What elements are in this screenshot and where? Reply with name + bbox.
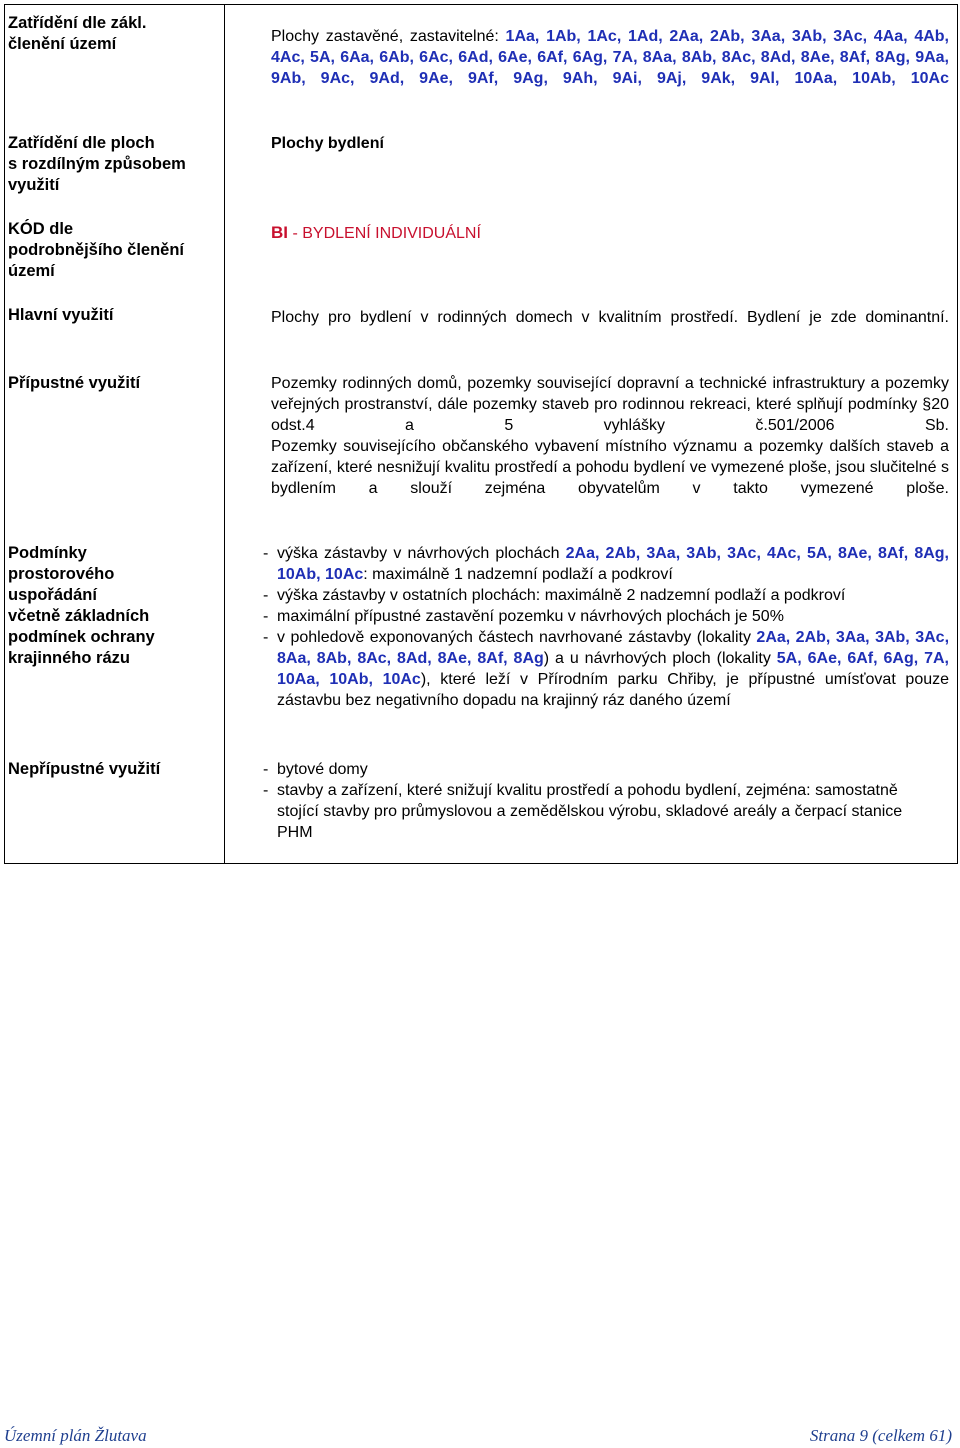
list-item: - v pohledově exponovaných částech navrhované zástavby (lokality 2Aa, 2Ab, 3Aa, 3Ab, 3Ac, 8Aa, 8Ab, 8Ac, 8Ad, 8Ae, 8Af, 8Ag) a u návrhových ploch (lokality 5A, 6Ae, 6Af, 6Ag, 7A, 10Aa, 10Ab, 10Ac), které leží v Přírodním parku Chřiby, je přípustné umísťovat pouze zástavbu bez negativního dopadu na krajinný ráz daného území [263,627,949,711]
footer-page-number: Strana 9 (celkem 61) [809,1426,952,1445]
pripustne-vyuziti-text [271,373,949,520]
plochy-zastavene [271,26,949,110]
label-hlavni-vyuziti: Hlavní využití [8,306,114,324]
label-nepripustne-vyuziti: Nepřípustné využití [8,760,161,778]
lokality-codes: 2Aa, 2Ab, 3Aa, 3Ab, 3Ac, 8Aa, 8Ab, 8Ac, 8Ad, 8Ae, 8Af, 8Ag [277,629,950,667]
label-zatrideni-ploch: Zatřídění dle ploch s rozdílným způsobem využití [8,134,186,194]
hlavni-vyuziti-text: Plochy pro bydlení v rodinných domech v kvalitním prostředí. Bydlení je zde dominantní. [271,309,949,326]
list-item: - výška zástavby v ostatních plochách: maximálně 2 nadzemní podlaží a podkroví [263,585,949,606]
list-item: - maximální přípustné zastavění pozemku v návrhových plochách je 50% [263,606,949,627]
lokality-codes: 5A, 6Ae, 6Af, 6Ag, 7A, 10Aa, 10Ab, 10Ac [277,650,949,688]
lokality-codes: 2Aa, 2Ab, 3Aa, 3Ab, 3Ac, 4Ac, 5A, 8Ae, 8Af, 8Ag, 10Ab, 10Ac [277,545,949,583]
footer-document-title: Územní plán Žlutava [4,1426,147,1445]
list-item: - stavby a zařízení, které snižují kvalitu prostředí a pohodu bydlení, zejména: samostatně stojící stavby pro průmyslovou a zemědělskou výrobu, skladové areály a čerpací stanice PHM [263,780,923,843]
pripustne-paragraph: Pozemky souvisejícího občanského vybavení místního významu a pozemky dalších staveb a zařízení, které nesnižují kvalitu prostředí a pohodu bydlení ve vymezené ploše, jsou slučitelné s bydlením a slouží zejména obyvatelům v takto vymezené ploše. [271,438,949,497]
list-item: - výška zástavby v návrhových plochách 2Aa, 2Ab, 3Aa, 3Ab, 3Ac, 4Ac, 5A, 8Ae, 8Af, 8Ag, 10Ab, 10Ac: maximálně 1 nadzemní podlaží a podkroví [263,543,949,585]
plochy-bydleni-heading: Plochy bydlení [271,135,384,152]
label-pripustne-vyuziti: Přípustné využití [8,374,141,392]
kod-value [271,222,949,244]
label-kod: KÓD dle podrobnějšího členění území [8,220,185,280]
label-podminky: Podmínky prostorového uspořádání včetně základních podmínek ochrany krajinného rázu [8,544,155,667]
column-divider [224,5,225,863]
kod-separator: - [288,225,303,242]
plochy-zastavene-prefix: Plochy zastavěné, zastavitelné: [271,28,506,45]
list-item: - bytové domy [263,759,923,780]
bi-code: BI [271,223,288,242]
kod-name: BYDLENÍ INDIVIDUÁLNÍ [302,225,481,242]
nepripustne-list [263,759,923,843]
podminky-list [263,543,949,711]
label-zatrideni-zakl: Zatřídění dle zákl. členění území [8,14,147,53]
plochy-zastavene-codes: 1Aa, 1Ab, 1Ac, 1Ad, 2Aa, 2Ab, 3Aa, 3Ab, 3Ac, 4Aa, 4Ab, 4Ac, 5A, 6Aa, 6Ab, 6Ac, 6Ad, 6Ae, 6Af, 6Ag, 7A, 8Aa, 8Ab, 8Ac, 8Ad, 8Ae, 8Af, 8Ag, 9Aa, 9Ab, 9Ac, 9Ad, 9Ae, 9Af, 9Ag, 9Ah, 9Ai, 9Aj, 9Ak, 9Al, 10Aa, 10Ab, 10Ac [271,28,950,87]
pripustne-paragraph: Pozemky rodinných domů, pozemky související dopravní a technické infrastruktury a pozemky veřejných prostranství, dále pozemky staveb pro rodinnou rekreaci, které splňují podmínky §20 odst.4 a 5 vyhlášky č.501/2006 Sb. [271,375,949,434]
